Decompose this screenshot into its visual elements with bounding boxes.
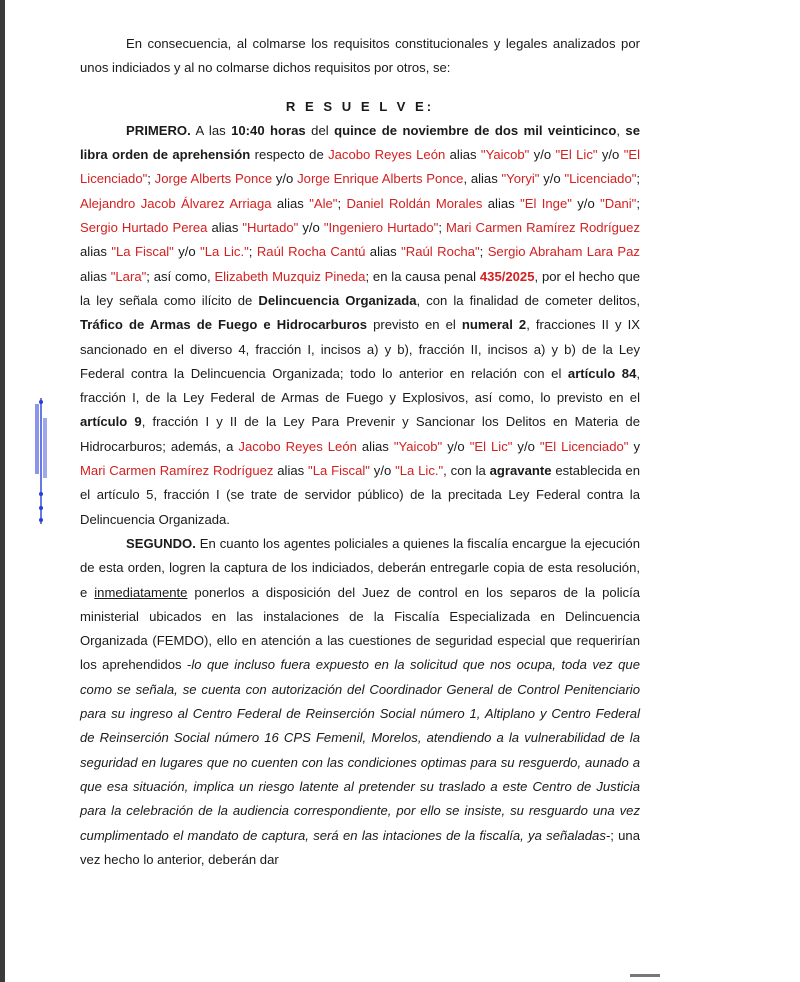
segundo-heading: SEGUNDO. — [126, 535, 196, 551]
person-alias: "Dani" — [600, 195, 637, 211]
text-span: horas — [264, 122, 306, 138]
text-span: alias — [273, 463, 309, 479]
text-span: , con la — [443, 463, 490, 479]
text-span: y/o — [272, 171, 298, 187]
text-span: , alias — [463, 171, 502, 187]
text-span: y/o — [597, 147, 624, 163]
person-alias: "Yaicob" — [480, 147, 530, 163]
text-span: del — [305, 122, 335, 138]
person-name: Elizabeth Muzquiz Pineda — [214, 268, 366, 284]
text-span: , fracciones II y IX sancionado en el diverso 4, fracción I, incisos a) y b), fracción II, incisos a) y b) de la Ley Federal contra la Delincuencia Organizada; todo lo anterior en relación con el — [80, 317, 641, 381]
time-value: 10:40 — [231, 122, 265, 138]
date-value: quince de noviembre de dos mil veinticinco — [334, 122, 617, 138]
text-span: En cuanto los agentes policiales a quienes la fiscalía encargue la ejecución de esta orden, logren la captura de los indiciados, deberán entregarle copia de esta resolución, e — [80, 535, 640, 600]
text-span: establecida en el artículo 5, fracción I (se trate de servidor público) de la precitada Ley Federal contra la Delincuencia Organizada. — [80, 463, 640, 527]
person-name: Sergio Abraham Lara Paz — [487, 244, 640, 260]
person-name: Daniel Roldán Morales — [346, 195, 483, 211]
person-alias: "La Lic." — [395, 463, 444, 479]
text-span: ; — [147, 171, 155, 187]
text-span: y/o — [539, 171, 565, 187]
text-span: , fracción I y II de la Ley Para Prevenir y Sancionar los Delitos en Materia de Hidrocarburos; además, a — [80, 414, 640, 454]
person-name: Raúl Rocha Cantú — [256, 244, 366, 260]
person-alias: "Raúl Rocha" — [401, 244, 480, 260]
vertical-seal-stamp — [34, 398, 48, 524]
text-span: ; — [636, 171, 641, 187]
person-alias: "La Fiscal" — [308, 463, 370, 479]
text-span: ; — [337, 195, 347, 211]
person-alias: "Ingeniero Hurtado" — [323, 220, 439, 236]
text-span: ; una vez hecho lo anterior, deberán dar — [80, 827, 640, 867]
text-span: alias — [445, 147, 481, 163]
text-span: alias — [80, 244, 112, 260]
crime-name: Delincuencia Organizada — [258, 292, 417, 308]
text-span: alias — [271, 195, 310, 211]
order-statement: se libra orden de aprehensión — [80, 122, 640, 163]
italic-quote: lo que incluso fuera expuesto en la solicitud que nos ocupa, toda vez que como se señala, se cuenta con autorización del Coordinador General de Control Penitenciario para su ingreso al Centro Federal de Reinserción Social número 1, Altiplano y Centro Federal de Reinserción Social número 16 CPS Femenil, Morelos, atendiendo a la vulnerabilidad de la seguridad en lugares que no cuenten con las condiciones optimas para su resguerdo, aunado a que esa situación, implica un riesgo latente al pretender su traslado a este Centro de Justicia para la celebración de la audiencia correspondiente, por ello se insiste, su resguardo una vez cumplimentado el mandato de captura, será en las intaciones de la fiscalía, ya señaladas- — [80, 657, 640, 843]
text-span: alias — [482, 195, 521, 211]
person-name: Jorge Alberts Ponce — [154, 171, 273, 187]
person-name: Mari Carmen Ramírez Rodríguez — [80, 463, 274, 479]
person-alias: "El Lic" — [469, 438, 513, 454]
person-name: Jacobo Reyes León — [238, 438, 357, 454]
legal-reference: numeral 2 — [461, 317, 527, 333]
text-span: , fracción I, de la Ley Federal de Armas de Fuego y Explosivos, así como, lo previsto en el — [80, 365, 640, 406]
text-span: alias — [365, 244, 402, 260]
text-span: ; — [636, 195, 640, 211]
person-alias: "El Licenciado" — [539, 438, 629, 454]
text-span: ; así como, — [146, 268, 215, 284]
person-alias: "El Inge" — [520, 195, 572, 211]
person-name: Mari Carmen Ramírez Rodríguez — [446, 220, 640, 236]
text-span: y/o — [298, 220, 324, 236]
text-span: alias — [80, 268, 111, 284]
text-span: respecto de — [250, 147, 329, 163]
cut-off-text-fragment — [118, 0, 198, 4]
person-name: Jacobo Reyes León — [328, 147, 446, 163]
aggravating-term: agravante — [489, 463, 552, 479]
person-alias: "La Fiscal" — [111, 244, 174, 260]
text-span: alias — [356, 438, 394, 454]
person-name: Alejandro Jacob Álvarez Arriaga — [80, 195, 272, 211]
legal-reference: artículo 84 — [567, 365, 637, 381]
primero-paragraph — [80, 119, 640, 532]
cut-off-text-fragment — [626, 970, 666, 982]
person-alias: "Yoryi" — [501, 171, 540, 187]
text-span: , — [616, 122, 626, 138]
text-span: y/o — [173, 244, 201, 260]
page-left-edge — [0, 0, 5, 982]
person-alias: "El Licenciado" — [80, 147, 640, 187]
text-span: y/o — [512, 438, 540, 454]
intro-paragraph: En consecuencia, al colmarse los requisitos constitucionales y legales analizados por unos indiciados y al no colmarse dichos requisitos por otros, se: — [80, 36, 640, 76]
text-span: ; — [479, 244, 488, 260]
legal-reference: artículo 9 — [80, 414, 142, 430]
text-span: ; — [248, 244, 257, 260]
person-name: Sergio Hurtado Perea — [80, 220, 208, 236]
person-alias: "Ale" — [309, 195, 338, 211]
person-alias: "Licenciado" — [564, 171, 637, 187]
text-span: y/o — [571, 195, 601, 211]
text-span: alias — [207, 220, 243, 236]
resolutive-title: R E S U E L V E: — [285, 98, 435, 114]
segundo-paragraph — [80, 532, 640, 872]
underlined-term: inmediatamente — [94, 584, 188, 600]
text-span: , por el hecho que la ley señala como ilícito de — [80, 268, 641, 308]
person-alias: "Lara" — [110, 268, 147, 284]
text-span: y/o — [442, 438, 470, 454]
case-number: 435/2025 — [479, 268, 535, 284]
text-span: y/o — [529, 147, 556, 163]
crime-name: Tráfico de Armas de Fuego e Hidrocarburos — [80, 317, 367, 333]
text-span: previsto en el — [367, 317, 462, 333]
person-alias: "Yaicob" — [393, 438, 443, 454]
text-span: ponerlos a disposición del Juez de control en los separos de la policía ministerial ubicados en las instalaciones de la Fiscalía Especializada en Delincuencia Organizada (FEMDO), ello en atención a las cuestiones de seguridad especial que requerirían los aprehendidos - — [80, 584, 640, 673]
text-span: ; en la causa penal — [365, 268, 480, 284]
text-span: , con la finalidad de cometer delitos, — [416, 292, 640, 308]
document-body — [80, 32, 640, 872]
person-alias: "La Lic." — [200, 244, 249, 260]
person-alias: "El Lic" — [555, 147, 598, 163]
person-alias: "Hurtado" — [242, 220, 299, 236]
text-span: A las — [190, 122, 232, 138]
person-name: Jorge Enrique Alberts Ponce — [297, 171, 464, 187]
text-span: y — [628, 438, 640, 454]
text-span: ; — [438, 220, 446, 236]
primero-heading: PRIMERO. — [126, 122, 191, 138]
text-span: y/o — [369, 463, 396, 479]
